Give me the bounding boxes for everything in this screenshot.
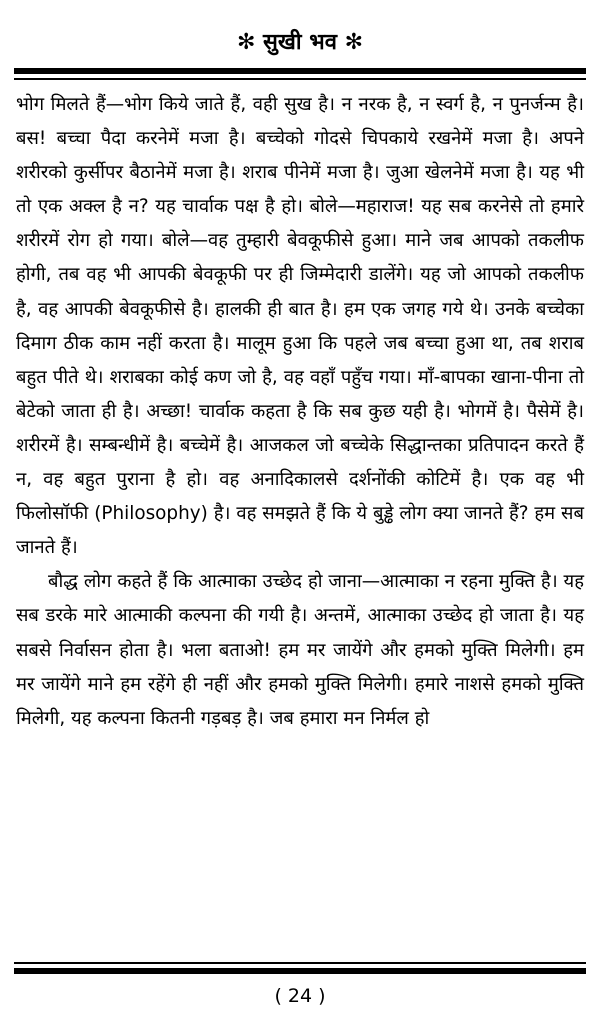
header-rule-thin <box>14 78 586 80</box>
page-body <box>16 88 584 736</box>
page-number: ( 24 ) <box>274 985 326 1007</box>
footer-rule-thick <box>14 968 586 974</box>
footer-rule-thin <box>14 962 586 964</box>
body-paragraph-2: बौद्ध लोग कहते हैं कि आत्माका उच्छेद हो जाना—आत्माका न रहना मुक्ति है। यह सब डरके मारे आत्माकी कल्पना की गयी है। अन्तमें, आत्माका उच्छेद हो जाता है। यह सबसे निर्वासन होता है। भला बताओ! हम मर जायेंगे और हमको मुक्ति मिलेगी। हम मर जायेंगे माने हम रहेंगे ही नहीं और हमको मुक्ति मिलेगी। हमारे नाशसे हमको मुक्ति मिलेगी, यह कल्पना कितनी गड़बड़ है। जब हमारा मन निर्मल हो <box>16 571 584 729</box>
header-rule-thick <box>14 68 586 74</box>
body-paragraph-1: भोग मिलते हैं—भोग किये जाते हैं, वही सुख है। न नरक है, न स्वर्ग है, न पुनर्जन्म है। बस! बच्चा पैदा करनेमें मजा है। बच्चेको गोदसे चिपकाये रखनेमें मजा है। अपने शरीरको कुर्सीपर बैठानेमें मजा है। शराब पीनेमें मजा है। जुआ खेलनेमें मजा है। यह भी तो एक अक्ल है न? यह चार्वाक पक्ष है हो। बोले—महाराज! यह सब करनेसे तो हमारे शरीरमें रोग हो गया। बोले—वह तुम्हारी बेवकूफीसे हुआ। माने जब आपको तकलीफ होगी, तब वह भी आपकी बेवकूफी पर ही जिम्मेदारी डालेंगे। यह जो आपको तकलीफ है, वह आपकी बेवकूफीसे है। हालकी ही बात है। हम एक जगह गये थे। उनके बच्चेका दिमाग ठीक काम नहीं करता है। मालूम हुआ कि पहले जब बच्चा हुआ था, तब शराब बहुत पीते थे। शराबका कोई कण जो है, वह वहाँ पहुँच गया। माँ-बापका खाना-पीना तो बेटेको जाता ही है। अच्छा! चार्वाक कहता है कि सब कुछ यही है। भोगमें है। पैसेमें है। शरीरमें है। सम्बन्धीमें है। बच्चेमें है। आजकल जो बच्चेके सिद्धान्तका प्रतिपादन करते हैं न, वह बहुत पुराना है हो। वह अनादिकालसे दर्शनोंकी कोटिमें है। एक वह भी फिलोसॉफी (Philosophy) है। वह समझते हैं कि ये बुड्ढे लोग क्या जानते हैं? हम सब जानते हैं। <box>16 94 584 559</box>
page-header-title: ✻ सुखी भव ✻ <box>236 30 364 55</box>
